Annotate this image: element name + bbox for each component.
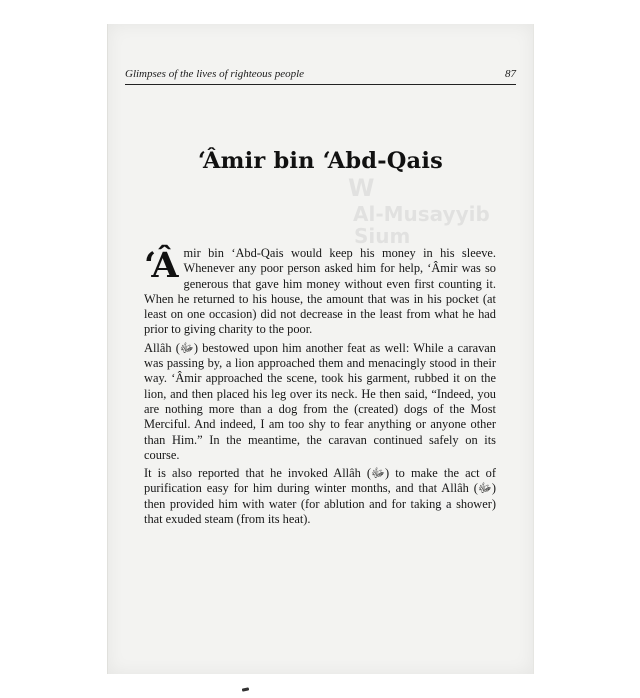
bleed-through-text: W (348, 174, 375, 202)
paragraph (144, 246, 496, 338)
paragraph: It is also reported that he invoked Allâh (ﷻ) to make the act of purification easy for him during winter months, and that Allâh (ﷻ) then provided him with water (for ablution and for taking a shower) that exuded steam (from its heat). (144, 466, 496, 527)
paragraph-text: mir bin ‘Abd-Qais would keep his money in his sleeve. Whenever any poor person asked him for help, ‘Âmir was so generous that gave him money without even first counting it. When he returned to his house, the amount that was in his pocket (at least on one occasion) did not decrease in the least from what he had prior to giving charity to the poor. (144, 246, 496, 337)
running-head (125, 62, 516, 85)
book-page (107, 24, 534, 674)
drop-cap: ‘Â (144, 245, 179, 286)
chapter-title: ‘Âmir bin ‘Abd-Qais (198, 148, 443, 174)
page-number: 87 (505, 68, 516, 80)
body-text (144, 246, 496, 530)
bleed-through-text: Al-Musayyib (353, 202, 490, 226)
ink-mark (242, 687, 249, 691)
paragraph: Allâh (ﷻ) bestowed upon him another feat as well: While a caravan was passing by, a lion approached them and menacingly stood in their way. ‘Âmir approached the scene, took his garment, rubbed it on the lion, and then placed his leg over its neck. He then said, “Indeed, you are nothing more than a dog from the (created) dogs of the Most Merciful. And indeed, I am too shy to fear anything or anyone other than Him.” In the meantime, the caravan continued safely on its course. (144, 340, 496, 462)
book-title: Glimpses of the lives of righteous people (125, 68, 305, 80)
bleed-through-text: Sium (354, 224, 411, 248)
